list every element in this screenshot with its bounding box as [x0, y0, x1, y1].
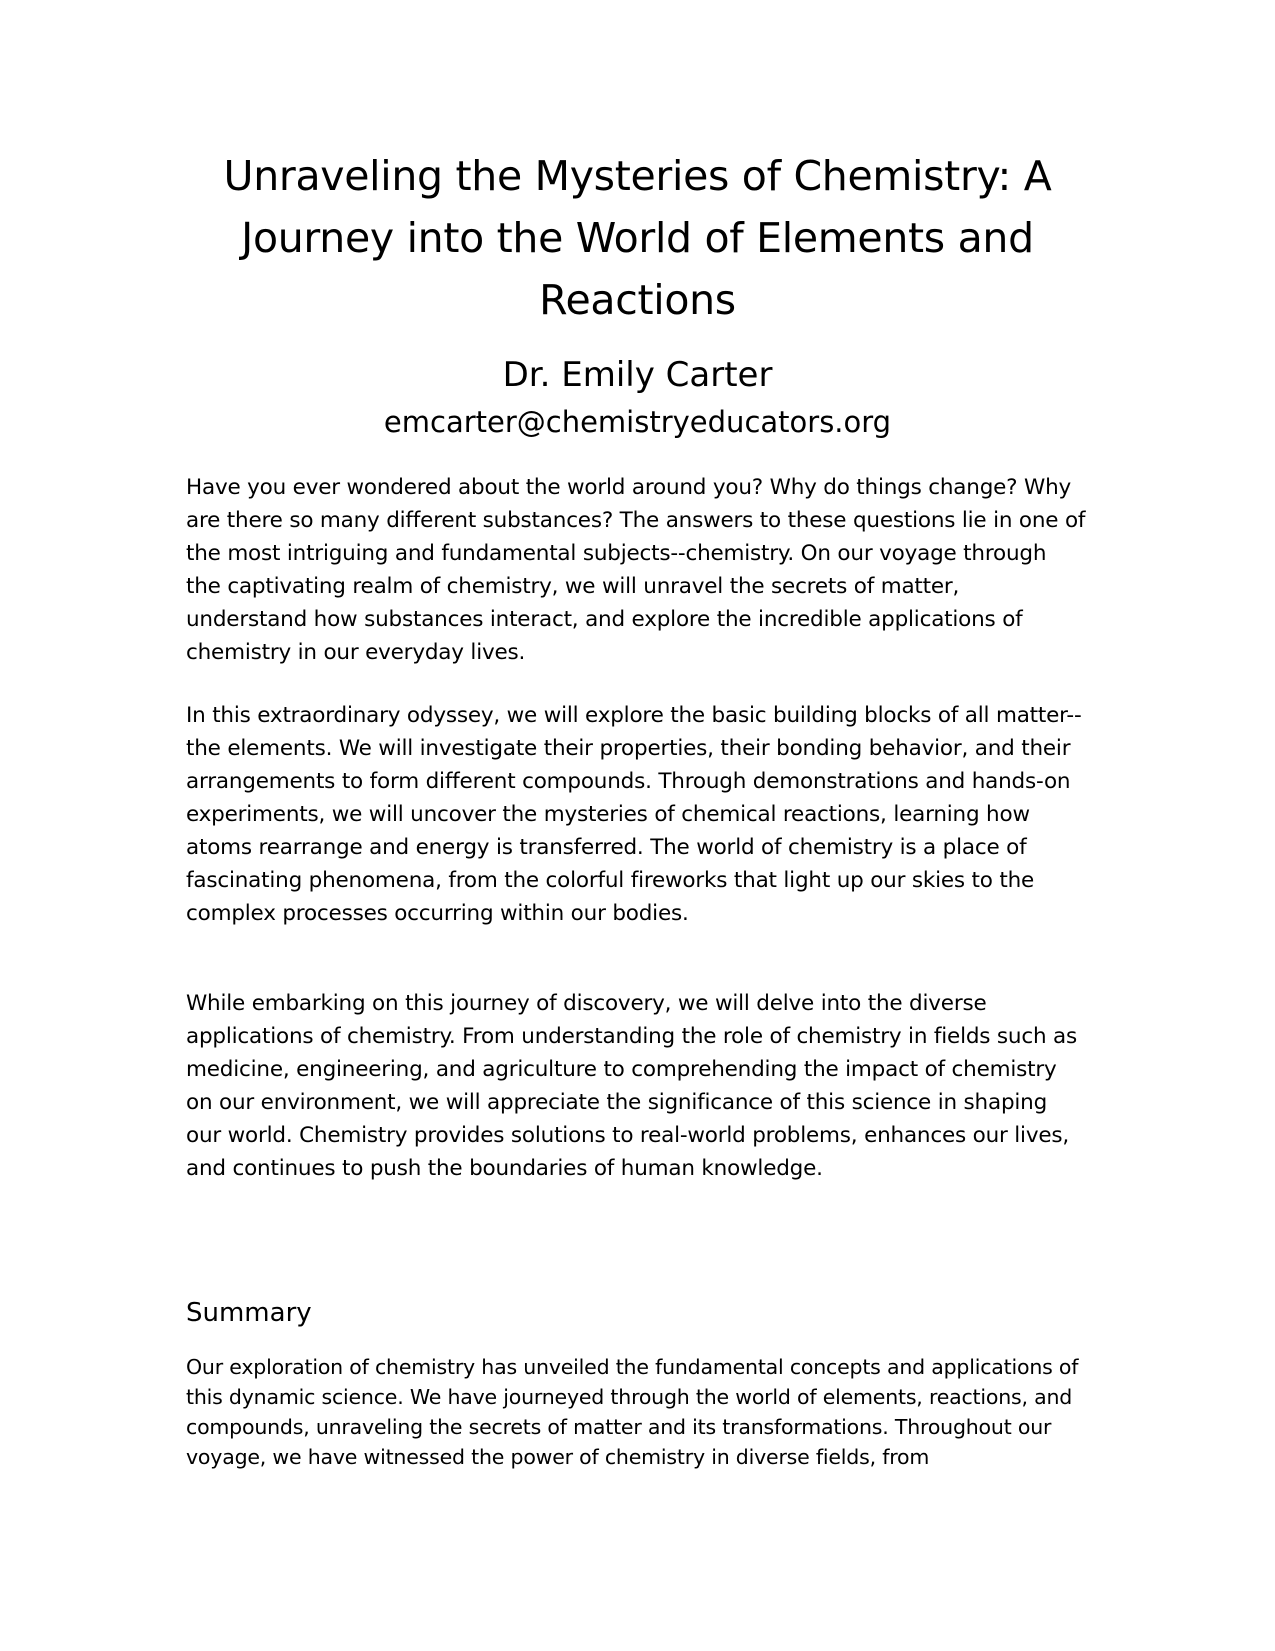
summary-paragraph: Our exploration of chemistry has unveiled the fundamental concepts and applications of this dynamic science. We have journeyed through the world of elements, reactions, and compounds, unraveling the secrets of matter and its transformations. Throughout our voyage, we have witnessed the power of chemistry in diverse fields, from	[186, 1355, 1079, 1469]
intro-paragraph: Have you ever wondered about the world around you? Why do things change? Why are there so many different substances? The answers to these questions lie in one of the most intriguing and fundamental subjects--chemistry. On our voyage through the captivating realm of chemistry, we will unravel the secrets of matter, understand how substances interact, and explore the incredible applications of chemistry in our everyday lives.	[186, 475, 1086, 665]
author-email: emcarter@chemistryeducators.org	[383, 405, 892, 439]
author-name: Dr. Emily Carter	[502, 355, 773, 395]
document-title: Unraveling the Mysteries of Chemistry: A Journey into the World of Elements and Reactions	[223, 152, 1052, 324]
elements-paragraph: In this extraordinary odyssey, we will explore the basic building blocks of all matter--the elements. We will investigate their properties, their bonding behavior, and their arrangements to form different compounds. Through demonstrations and hands-on experiments, we will uncover the mysteries of chemical reactions, learning how atoms rearrange and energy is transferred. The world of chemistry is a place of fascinating phenomena, from the colorful fireworks that light up our skies to the complex processes occurring within our bodies.	[186, 703, 1082, 926]
summary-heading: Summary	[186, 1298, 312, 1328]
applications-paragraph: While embarking on this journey of discovery, we will delve into the diverse applications of chemistry. From understanding the role of chemistry in fields such as medicine, engineering, and agriculture to comprehending the impact of chemistry on our environment, we will appreciate the significance of this science in shaping our world. Chemistry provides solutions to real-world problems, enhances our lives, and continues to push the boundaries of human knowledge.	[186, 991, 1078, 1181]
